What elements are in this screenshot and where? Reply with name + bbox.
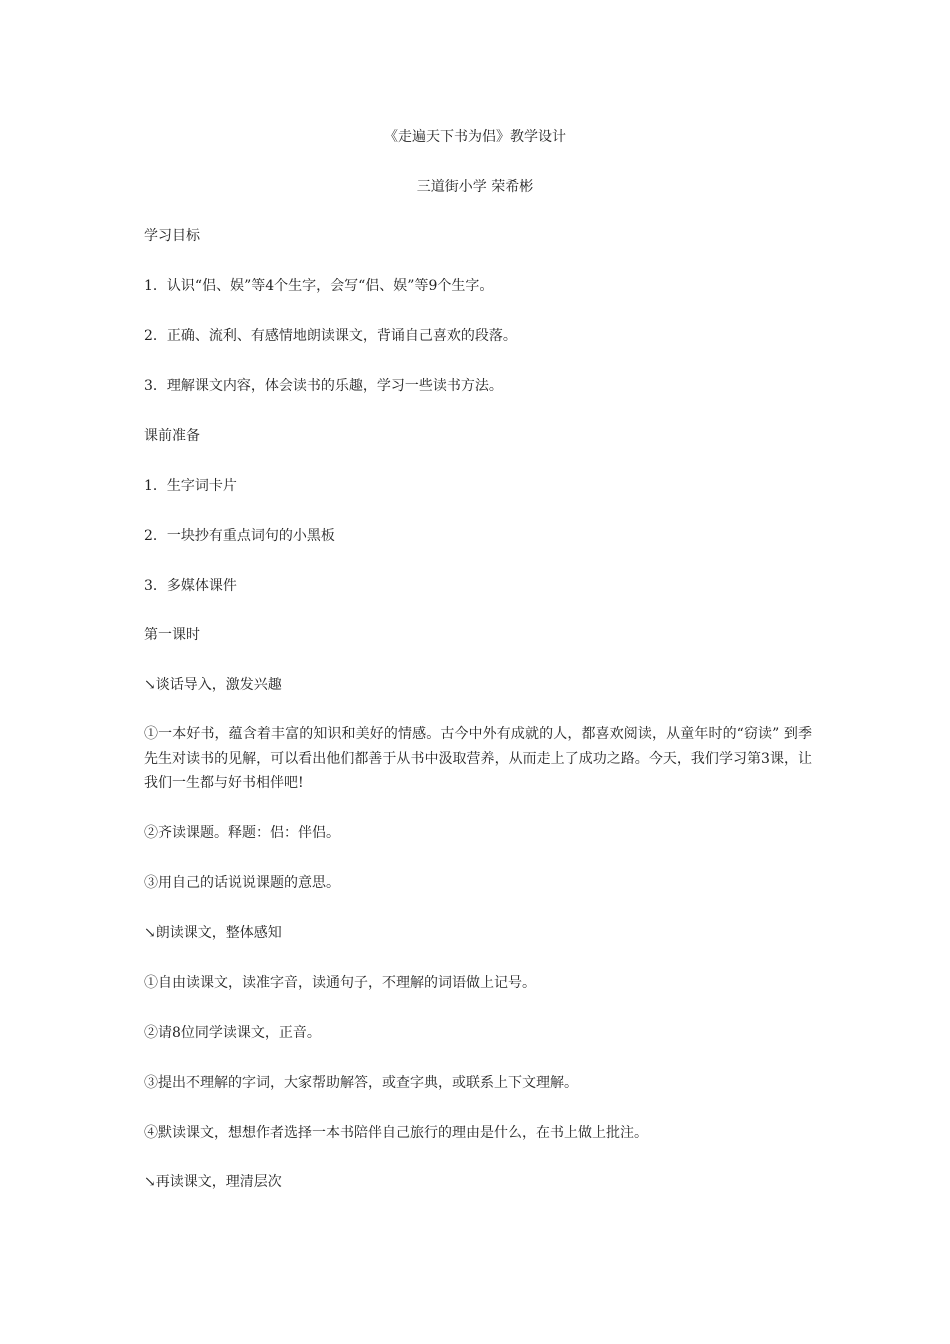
prep-item-1: 1．生字词卡片: [144, 478, 237, 494]
step2-item-1: ①自由读课文，读准字音，读通句子，不理解的词语做上记号。: [144, 975, 536, 991]
step1-heading: ↘谈话导入，激发兴趣: [144, 677, 282, 693]
goal-item-3: 3．理解课文内容，体会读书的乐趣，学习一些读书方法。: [144, 378, 503, 394]
step2-item-2: ②请8位同学读课文，正音。: [144, 1025, 321, 1041]
step1-item-1: ①一本好书，蕴含着丰富的知识和美好的情感。古今中外有成就的人，都喜欢阅读，从童年时的“窃读” 到季先生对读书的见解，可以看出他们都善于从书中汲取营养，从而走上了成功之路。今天，我们学习第3课，让我们一生都与好书相伴吧!: [144, 726, 812, 791]
goal-item-1: 1．认识“侣、娱”等4个生字，会写“侣、娱”等9个生字。: [144, 278, 494, 294]
step1-item-3: ③用自己的话说说课题的意思。: [144, 875, 340, 891]
step2-heading: ↘朗读课文，整体感知: [144, 925, 282, 941]
prep-heading: 课前准备: [144, 428, 200, 444]
step2-item-4: ④默读课文，想想作者选择一本书陪伴自己旅行的理由是什么，在书上做上批注。: [144, 1125, 648, 1141]
step3-heading: ↘再读课文，理清层次: [144, 1174, 282, 1190]
step1-item-2: ②齐读课题。释题：侣：伴侣。: [144, 825, 340, 841]
document-title: 《走遍天下书为侣》教学设计: [384, 129, 566, 145]
document-author: 三道街小学 荣希彬: [416, 179, 534, 195]
prep-item-3: 3．多媒体课件: [144, 578, 237, 594]
goals-heading: 学习目标: [144, 228, 200, 244]
prep-item-2: 2．一块抄有重点词句的小黑板: [144, 528, 335, 544]
goal-item-2: 2．正确、流利、有感情地朗读课文，背诵自己喜欢的段落。: [144, 328, 517, 344]
step2-item-3: ③提出不理解的字词，大家帮助解答，或查字典，或联系上下文理解。: [144, 1075, 578, 1091]
lesson-heading: 第一课时: [144, 627, 200, 643]
